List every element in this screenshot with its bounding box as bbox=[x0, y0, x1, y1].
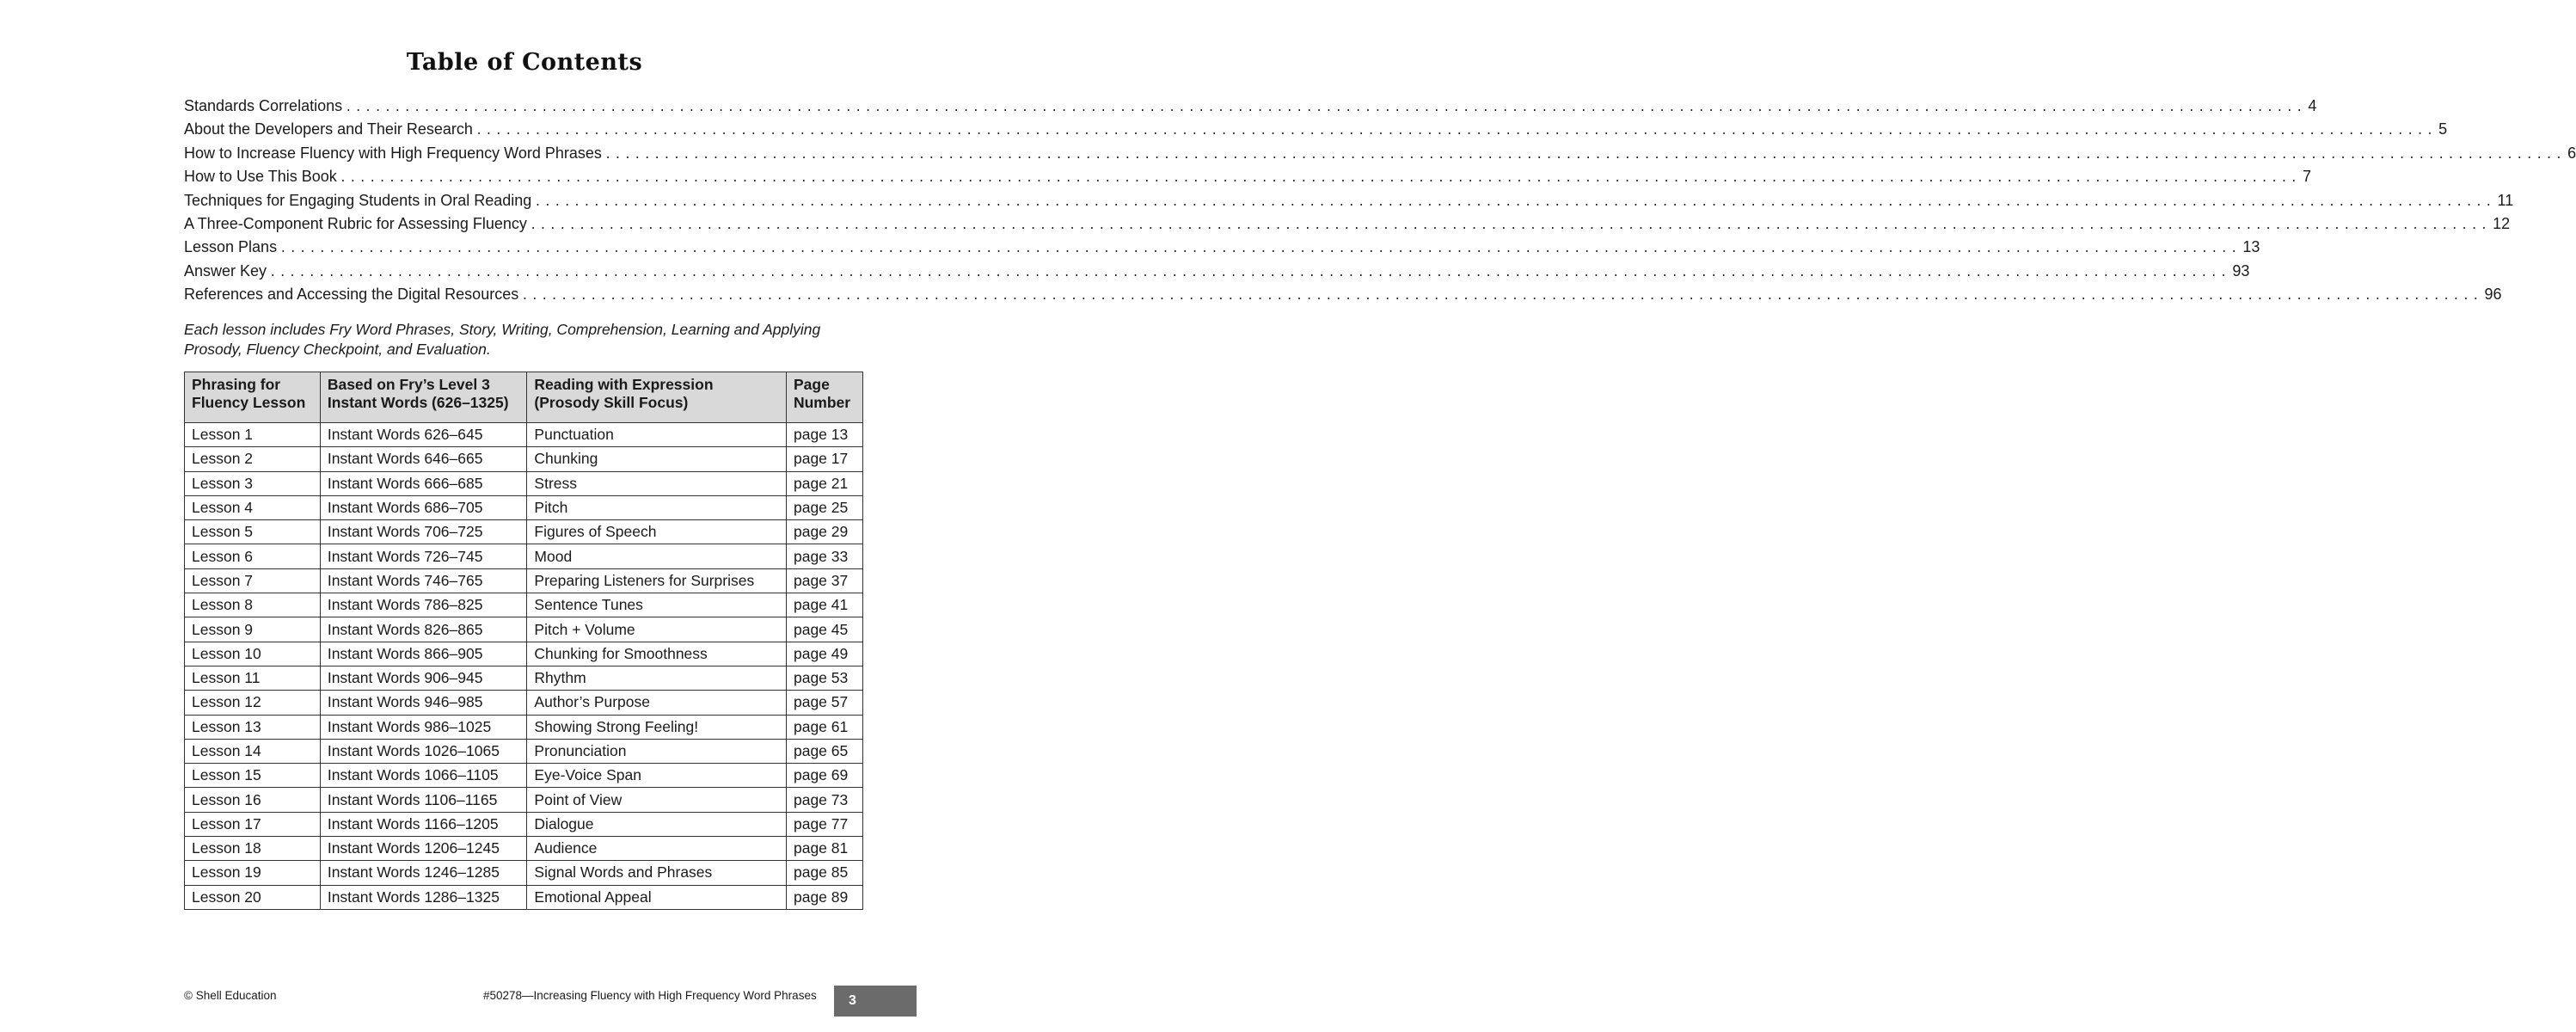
instant-words-cell: Instant Words 686–705 bbox=[320, 495, 527, 519]
instant-words-cell: Instant Words 1246–1285 bbox=[320, 861, 527, 885]
toc-entry bbox=[184, 261, 2250, 286]
page-cell: page 73 bbox=[786, 788, 862, 812]
toc-entry-page: 13 bbox=[2242, 238, 2260, 256]
table-row bbox=[185, 837, 863, 861]
lesson-cell: Lesson 16 bbox=[185, 788, 321, 812]
toc-entry bbox=[184, 238, 2260, 261]
header-prosody-skill: Reading with Expression (Prosody Skill Focus) bbox=[527, 372, 787, 423]
lesson-cell: Lesson 3 bbox=[185, 471, 321, 495]
table-row bbox=[185, 642, 863, 666]
instant-words-cell: Instant Words 826–865 bbox=[320, 617, 527, 642]
toc-entry bbox=[184, 120, 2448, 144]
instant-words-cell: Instant Words 666–685 bbox=[320, 471, 527, 495]
toc-entry-page: 4 bbox=[2308, 97, 2317, 114]
prosody-skill-cell: Rhythm bbox=[527, 666, 787, 690]
lesson-cell: Lesson 4 bbox=[185, 495, 321, 519]
instant-words-cell: Instant Words 1066–1105 bbox=[320, 764, 527, 788]
lesson-cell: Lesson 9 bbox=[185, 617, 321, 642]
page-cell: page 85 bbox=[786, 861, 862, 885]
header-instant-words: Based on Fry’s Level 3 Instant Words (626–1325) bbox=[320, 372, 527, 423]
toc-entry bbox=[184, 168, 2312, 191]
lesson-cell: Lesson 19 bbox=[185, 861, 321, 885]
toc-entry bbox=[184, 144, 2576, 168]
toc-entry-title: Techniques for Engaging Students in Oral Reading bbox=[184, 191, 532, 209]
instant-words-cell: Instant Words 946–985 bbox=[320, 691, 527, 715]
prosody-skill-cell: Chunking bbox=[527, 447, 787, 471]
page-cell: page 61 bbox=[786, 715, 862, 739]
instant-words-cell: Instant Words 1106–1165 bbox=[320, 788, 527, 812]
page-cell: page 17 bbox=[786, 447, 862, 471]
page-cell: page 65 bbox=[786, 739, 862, 763]
footer-book-title: #50278—Increasing Fluency with High Frequency Word Phrases bbox=[483, 989, 817, 1002]
header-lesson: Phrasing for Fluency Lesson bbox=[185, 372, 321, 423]
toc-dot-leader: ........................................................................................................................................................................................................ bbox=[279, 243, 2241, 257]
toc-dot-leader: ........................................................................................................................................................................................................ bbox=[475, 125, 2437, 139]
page-cell: page 13 bbox=[786, 423, 862, 447]
table-row bbox=[185, 568, 863, 593]
toc-entry bbox=[184, 286, 2502, 309]
instant-words-cell: Instant Words 986–1025 bbox=[320, 715, 527, 739]
page-cell: page 49 bbox=[786, 642, 862, 666]
instant-words-cell: Instant Words 626–645 bbox=[320, 423, 527, 447]
page-title: Table of Contents bbox=[406, 49, 643, 76]
toc-dot-leader: ........................................................................................................................................................................................................ bbox=[345, 101, 2306, 115]
toc-entry-title: Answer Key bbox=[184, 261, 267, 280]
page-cell: page 37 bbox=[786, 568, 862, 593]
page-cell: page 53 bbox=[786, 666, 862, 690]
lesson-cell: Lesson 13 bbox=[185, 715, 321, 739]
prosody-skill-cell: Eye-Voice Span bbox=[527, 764, 787, 788]
toc-entry bbox=[184, 97, 2317, 120]
page-cell: page 57 bbox=[786, 691, 862, 715]
instant-words-cell: Instant Words 1166–1205 bbox=[320, 812, 527, 836]
page-cell: page 45 bbox=[786, 617, 862, 642]
table-row bbox=[185, 739, 863, 763]
table-row bbox=[185, 447, 863, 471]
toc-entry-title: About the Developers and Their Research bbox=[184, 120, 473, 138]
toc-entry-page: 6 bbox=[2567, 144, 2576, 162]
lesson-cell: Lesson 12 bbox=[185, 691, 321, 715]
page-cell: page 25 bbox=[786, 495, 862, 519]
prosody-skill-cell: Audience bbox=[527, 837, 787, 861]
lesson-cell: Lesson 11 bbox=[185, 666, 321, 690]
instant-words-cell: Instant Words 706–725 bbox=[320, 520, 527, 544]
page-cell: page 89 bbox=[786, 885, 862, 909]
prosody-skill-cell: Figures of Speech bbox=[527, 520, 787, 544]
lesson-cell: Lesson 5 bbox=[185, 520, 321, 544]
table-row bbox=[185, 617, 863, 642]
lesson-cell: Lesson 2 bbox=[185, 447, 321, 471]
table-row bbox=[185, 885, 863, 909]
lesson-cell: Lesson 14 bbox=[185, 739, 321, 763]
toc-entry-title: A Three-Component Rubric for Assessing Fluency bbox=[184, 214, 527, 232]
toc-entry-title: How to Increase Fluency with High Frequency Word Phrases bbox=[184, 144, 602, 162]
toc-entry-page: 96 bbox=[2484, 286, 2502, 304]
toc-dot-leader: ........................................................................................................................................................................................................ bbox=[529, 218, 2491, 233]
lesson-cell: Lesson 6 bbox=[185, 544, 321, 568]
prosody-skill-cell: Pitch + Volume bbox=[527, 617, 787, 642]
instant-words-cell: Instant Words 746–765 bbox=[320, 568, 527, 593]
page-cell: page 21 bbox=[786, 471, 862, 495]
toc-entry-page: 5 bbox=[2438, 120, 2448, 138]
table-row bbox=[185, 861, 863, 885]
table-row bbox=[185, 423, 863, 447]
prosody-skill-cell: Showing Strong Feeling! bbox=[527, 715, 787, 739]
toc-entry bbox=[184, 214, 2511, 238]
table-row bbox=[185, 520, 863, 544]
instant-words-cell: Instant Words 906–945 bbox=[320, 666, 527, 690]
page-number-badge: 3 bbox=[834, 986, 917, 1017]
prosody-skill-cell: Pitch bbox=[527, 495, 787, 519]
toc-dot-leader: ........................................................................................................................................................................................................ bbox=[269, 266, 2230, 280]
table-row bbox=[185, 788, 863, 812]
instant-words-cell: Instant Words 646–665 bbox=[320, 447, 527, 471]
footer-copyright: © Shell Education bbox=[184, 989, 277, 1002]
prosody-skill-cell: Dialogue bbox=[527, 812, 787, 836]
toc-entry-page: 93 bbox=[2232, 261, 2250, 280]
toc-entry-page: 11 bbox=[2497, 191, 2514, 209]
prosody-skill-cell: Stress bbox=[527, 471, 787, 495]
toc-dot-leader: ........................................................................................................................................................................................................ bbox=[534, 195, 2495, 210]
prosody-skill-cell: Punctuation bbox=[527, 423, 787, 447]
toc-entry-title: References and Accessing the Digital Resources bbox=[184, 286, 519, 304]
instant-words-cell: Instant Words 866–905 bbox=[320, 642, 527, 666]
prosody-skill-cell: Preparing Listeners for Surprises bbox=[527, 568, 787, 593]
table-row bbox=[185, 495, 863, 519]
toc-entry-page: 7 bbox=[2303, 168, 2312, 186]
page-cell: page 81 bbox=[786, 837, 862, 861]
lesson-cell: Lesson 18 bbox=[185, 837, 321, 861]
instant-words-cell: Instant Words 726–745 bbox=[320, 544, 527, 568]
page-cell: page 29 bbox=[786, 520, 862, 544]
toc-entry-title: Lesson Plans bbox=[184, 238, 278, 256]
toc-entry-title: Standards Correlations bbox=[184, 97, 343, 114]
table-row bbox=[185, 715, 863, 739]
prosody-skill-cell: Sentence Tunes bbox=[527, 593, 787, 617]
table-row bbox=[185, 471, 863, 495]
lesson-cell: Lesson 8 bbox=[185, 593, 321, 617]
table-row bbox=[185, 666, 863, 690]
table-row bbox=[185, 544, 863, 568]
lesson-cell: Lesson 17 bbox=[185, 812, 321, 836]
toc-entry bbox=[184, 191, 2514, 215]
page-cell: page 33 bbox=[786, 544, 862, 568]
toc-entry-page: 12 bbox=[2493, 214, 2511, 232]
toc-dot-leader: ........................................................................................................................................................................................................ bbox=[339, 172, 2301, 187]
instant-words-cell: Instant Words 786–825 bbox=[320, 593, 527, 617]
prosody-skill-cell: Chunking for Smoothness bbox=[527, 642, 787, 666]
lessons-table bbox=[184, 372, 863, 910]
table-of-contents bbox=[184, 97, 2576, 310]
prosody-skill-cell: Signal Words and Phrases bbox=[527, 861, 787, 885]
table-row bbox=[185, 691, 863, 715]
header-page-number: Page Number bbox=[786, 372, 862, 423]
lesson-cell: Lesson 1 bbox=[185, 423, 321, 447]
prosody-skill-cell: Pronunciation bbox=[527, 739, 787, 763]
page-cell: page 77 bbox=[786, 812, 862, 836]
prosody-skill-cell: Mood bbox=[527, 544, 787, 568]
table-header-row bbox=[185, 372, 863, 423]
page-cell: page 41 bbox=[786, 593, 862, 617]
table-row bbox=[185, 764, 863, 788]
page-cell: page 69 bbox=[786, 764, 862, 788]
table-row bbox=[185, 593, 863, 617]
lesson-cell: Lesson 10 bbox=[185, 642, 321, 666]
table-row bbox=[185, 812, 863, 836]
toc-entry-title: How to Use This Book bbox=[184, 168, 337, 186]
lesson-cell: Lesson 15 bbox=[185, 764, 321, 788]
toc-dot-leader: ........................................................................................................................................................................................................ bbox=[521, 290, 2482, 304]
instant-words-cell: Instant Words 1286–1325 bbox=[320, 885, 527, 909]
prosody-skill-cell: Emotional Appeal bbox=[527, 885, 787, 909]
prosody-skill-cell: Author’s Purpose bbox=[527, 691, 787, 715]
toc-dot-leader: ........................................................................................................................................................................................................ bbox=[604, 148, 2566, 163]
instant-words-cell: Instant Words 1206–1245 bbox=[320, 837, 527, 861]
prosody-skill-cell: Point of View bbox=[527, 788, 787, 812]
instant-words-cell: Instant Words 1026–1065 bbox=[320, 739, 527, 763]
lesson-cell: Lesson 20 bbox=[185, 885, 321, 909]
lesson-cell: Lesson 7 bbox=[185, 568, 321, 593]
lesson-intro-note: Each lesson includes Fry Word Phrases, Story, Writing, Comprehension, Learning and Applying Prosody, Fluency Checkpoint, and Evaluation. bbox=[184, 321, 821, 358]
